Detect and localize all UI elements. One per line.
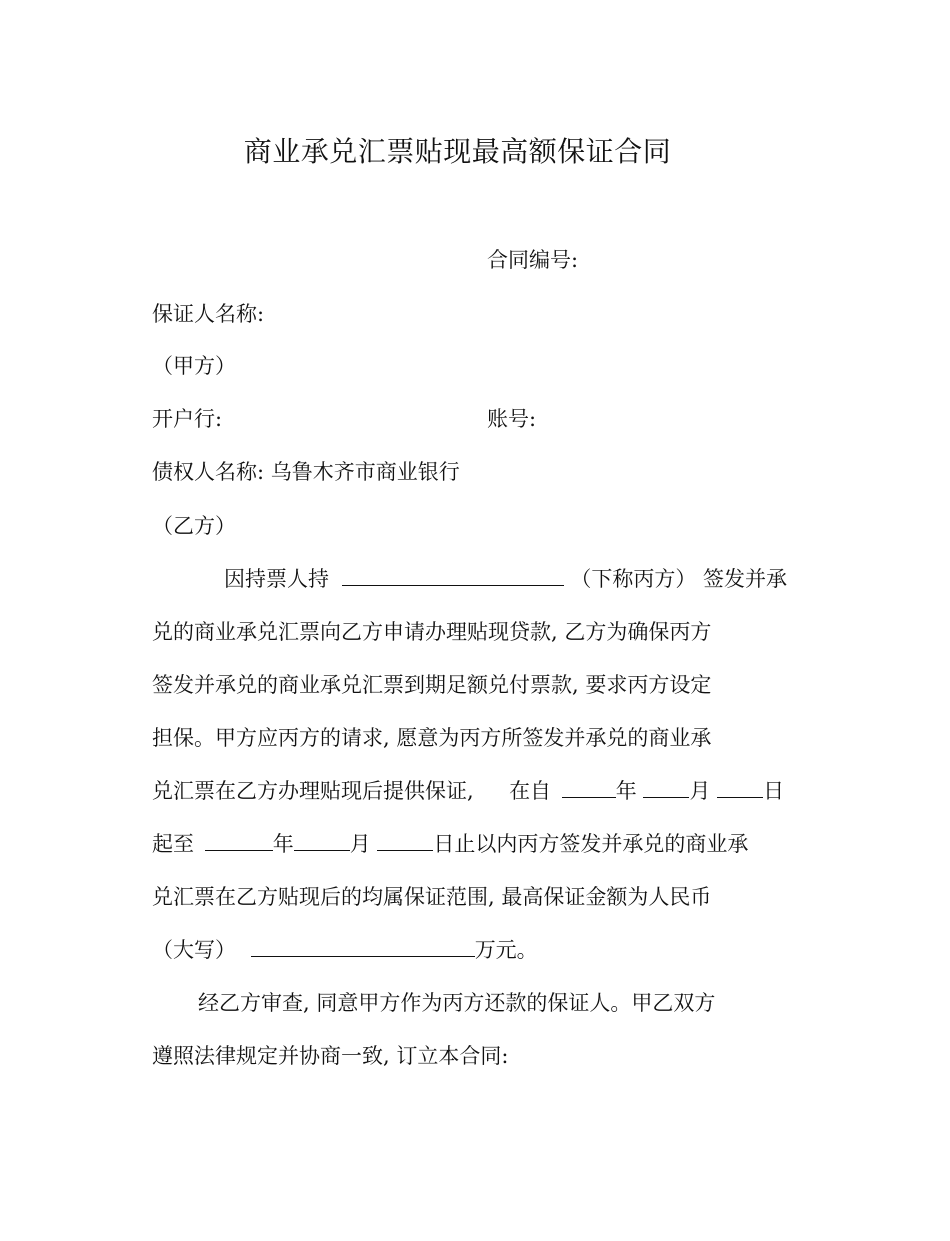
body-line-2: 兑的商业承兑汇票向乙方申请办理贴现贷款, 乙方为确保丙方	[152, 620, 712, 644]
body-text: 兑汇票在乙方办理贴现后提供保证,	[152, 779, 474, 803]
document-title: 商业承兑汇票贴现最高额保证合同	[243, 135, 672, 168]
body-text: 在自	[509, 779, 552, 803]
body-line-1	[224, 565, 787, 593]
bill-holder-blank	[342, 565, 564, 586]
body-text: 日止以内丙方签发并承兑的商业承	[433, 832, 749, 856]
bank-label: 开户行:	[152, 407, 223, 431]
body-line-7: 兑汇票在乙方贴现后的均属保证范围, 最高保证金额为人民币	[152, 885, 712, 909]
body-line-4: 担保。甲方应丙方的请求, 愿意为丙方所签发并承兑的商业承	[152, 726, 712, 750]
body-line-6	[152, 830, 748, 858]
body-line-9: 经乙方审查, 同意甲方作为丙方还款的保证人。甲乙双方	[198, 991, 716, 1015]
start-year-blank	[562, 777, 616, 798]
body-text: 万元。	[474, 938, 538, 962]
body-text: （大写）	[152, 938, 236, 962]
amount-blank	[251, 936, 475, 957]
body-text: 起至	[152, 832, 194, 856]
year-label: 年	[615, 779, 637, 803]
start-day-blank	[717, 777, 763, 798]
body-line-10: 遵照法律规定并协商一致, 订立本合同:	[152, 1044, 509, 1068]
end-month-blank	[294, 830, 350, 851]
creditor-name-line: 债权人名称: 乌鲁木齐市商业银行	[152, 460, 460, 484]
body-line-5	[152, 777, 784, 805]
year-label: 年	[272, 832, 294, 856]
contract-number-label: 合同编号:	[487, 248, 579, 272]
account-label: 账号:	[487, 407, 537, 431]
body-line-3: 签发并承兑的商业承兑汇票到期足额兑付票款, 要求丙方设定	[152, 673, 712, 697]
body-line-8	[152, 936, 538, 964]
body-text: 因持票人持	[224, 567, 329, 591]
month-label: 月	[349, 832, 371, 856]
start-month-blank	[643, 777, 689, 798]
end-year-blank	[205, 830, 273, 851]
day-label: 日	[763, 779, 785, 803]
party-b-label: （乙方）	[152, 514, 236, 538]
party-a-label: （甲方）	[152, 354, 236, 378]
guarantor-name-label: 保证人名称:	[152, 302, 265, 326]
body-text: （下称丙方） 签发并承	[570, 567, 788, 591]
month-label: 月	[689, 779, 711, 803]
end-day-blank	[377, 830, 433, 851]
